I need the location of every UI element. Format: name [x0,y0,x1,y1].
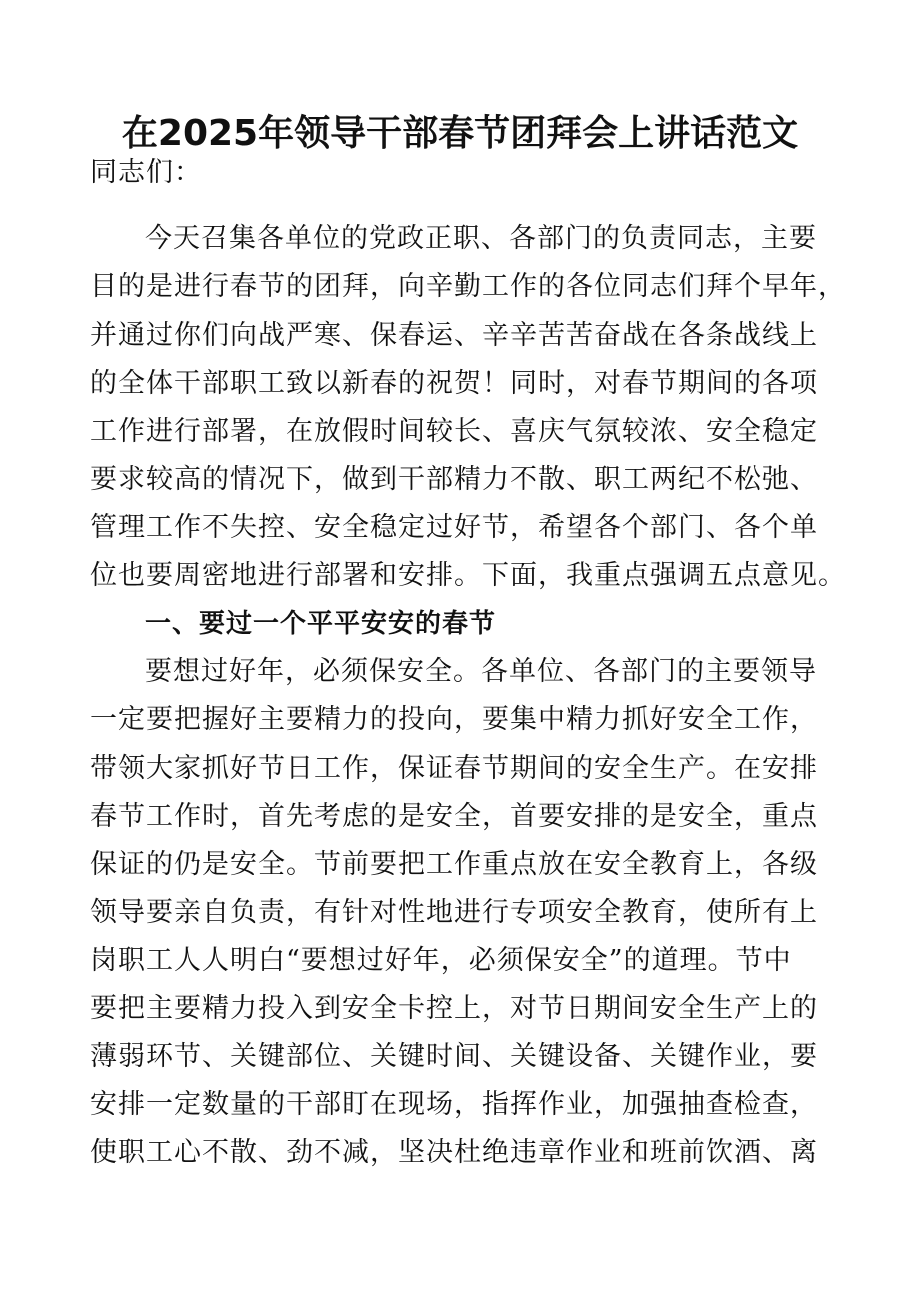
paragraph-line: 的全体干部职工致以新春的祝贺！同时，对春节期间的各项 [90,368,818,399]
paragraph-line: 要求较高的情况下，做到干部精力不散、职工两纪不松弛、 [90,464,818,495]
paragraph-line: 带领大家抓好节日工作，保证春节期间的安全生产。在安排 [90,753,818,784]
paragraph-line: 岗职工人人明白“要想过好年，必须保安全”的道理。节中 [90,945,792,976]
paragraph-line: 目的是进行春节的团拜，向辛勤工作的各位同志们拜个早年， [90,271,846,302]
document-title: 在2025年领导干部春节团拜会上讲话范文 [121,113,799,154]
paragraph-line: 位也要周密地进行部署和安排。下面，我重点强调五点意见。 [90,560,846,591]
paragraph-line: 并通过你们向战严寒、保春运、辛辛苦苦奋战在各条战线上 [90,320,818,351]
paragraph-line: 领导要亲自负责，有针对性地进行专项安全教育，使所有上 [90,897,818,928]
paragraph-line: 要把主要精力投入到安全卡控上，对节日期间安全生产上的 [90,993,818,1024]
paragraph-line: 安排一定数量的干部盯在现场，指挥作业，加强抽查检查， [90,1089,818,1120]
paragraph-line: 薄弱环节、关键部位、关键时间、关键设备、关键作业，要 [90,1041,818,1072]
paragraph-line: 工作进行部署，在放假时间较长、喜庆气氛较浓、安全稳定 [90,416,818,447]
paragraph-line: 使职工心不散、劲不减，坚决杜绝违章作业和班前饮酒、离 [90,1137,818,1168]
paragraph-line: 保证的仍是安全。节前要把工作重点放在安全教育上，各级 [90,849,818,880]
paragraph-line: 春节工作时，首先考虑的是安全，首要安排的是安全，重点 [90,801,818,832]
salutation: 同志们： [90,157,202,188]
section-heading: 一、要过一个平平安安的春节 [145,609,497,639]
paragraph-line: 一定要把握好主要精力的投向，要集中精力抓好安全工作， [90,704,818,735]
paragraph-line: 今天召集各单位的党政正职、各部门的负责同志，主要 [145,223,817,254]
paragraph-line: 要想过好年，必须保安全。各单位、各部门的主要领导 [145,656,817,687]
paragraph-line: 管理工作不失控、安全稳定过好节，希望各个部门、各个单 [90,512,818,543]
